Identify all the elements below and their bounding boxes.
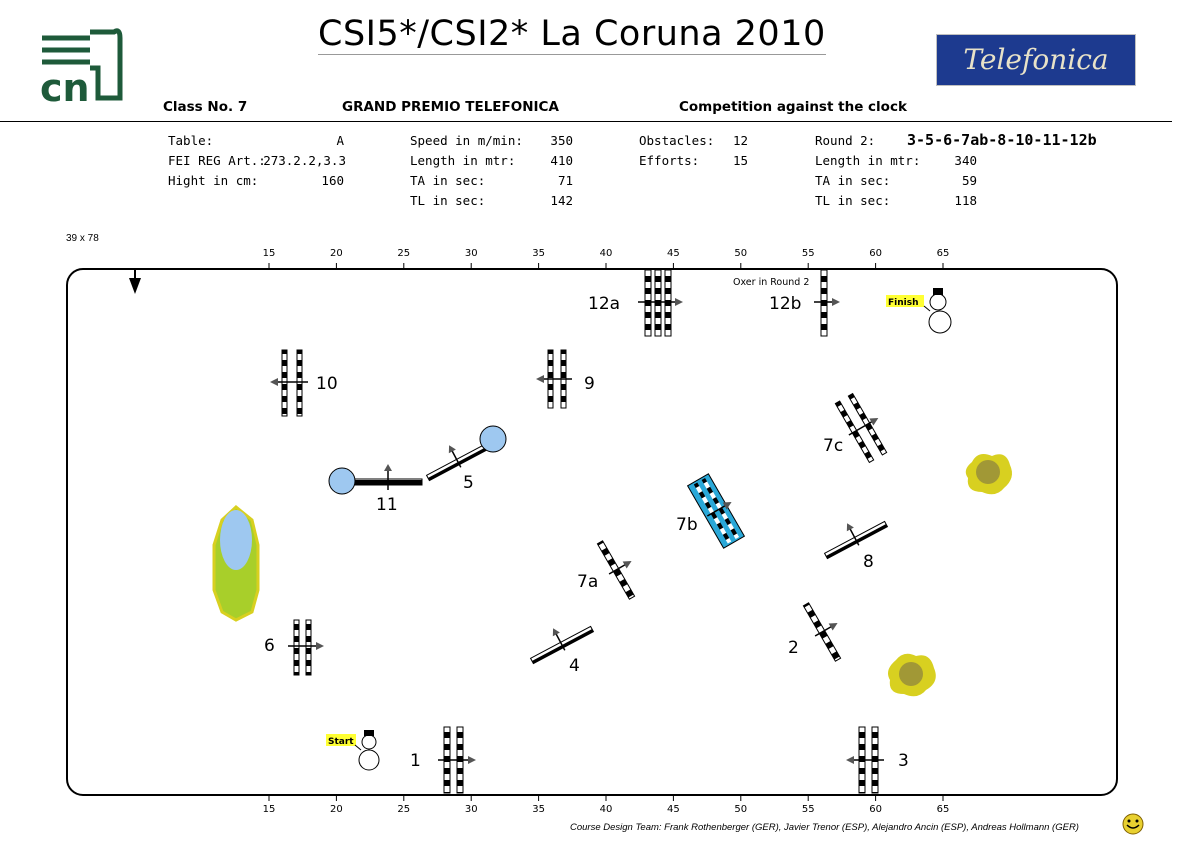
start-marker bbox=[326, 730, 379, 770]
finish-label: Finish bbox=[888, 298, 919, 308]
scale-bottom-tick-label: 30 bbox=[464, 804, 478, 815]
ta-value: 71 bbox=[557, 173, 573, 188]
obstacle-7a-label: 7a bbox=[577, 572, 599, 592]
height-value: 160 bbox=[321, 173, 344, 188]
scale-bottom-tick-label: 25 bbox=[397, 804, 411, 815]
obstacle-7b bbox=[688, 471, 750, 548]
scale-top-tick-label: 60 bbox=[869, 248, 882, 259]
obstacle-12b-label: 12b bbox=[769, 294, 802, 314]
table-value: A bbox=[336, 133, 344, 148]
course-design-credits: Course Design Team: Frank Rothenberger (GER), Javier Trenor (ESP), Alejandro Ancin (ESP), Andreas Hollmann (GER) bbox=[570, 822, 1079, 833]
obstacle-2-label: 2 bbox=[788, 638, 799, 658]
water-ball-right bbox=[480, 426, 506, 452]
finish-marker bbox=[886, 288, 951, 333]
obstacles-label: Obstacles: bbox=[639, 133, 715, 148]
obstacle-6-label: 6 bbox=[264, 636, 275, 656]
obstacle-4 bbox=[523, 612, 595, 666]
scale-bottom-tick-label: 15 bbox=[262, 804, 276, 815]
scale-bottom-tick-label: 45 bbox=[667, 804, 680, 815]
table-label: Table: bbox=[168, 133, 214, 148]
obstacle-11 bbox=[354, 464, 422, 490]
r2-tl-value: 118 bbox=[954, 193, 977, 208]
scale-top-tick-label: 45 bbox=[667, 248, 680, 259]
obstacle-10-label: 10 bbox=[316, 374, 338, 394]
scale-bottom-tick-label: 35 bbox=[532, 804, 545, 815]
r2-tl-label: TL in sec: bbox=[815, 193, 891, 208]
arena-size: 39 x 78 bbox=[66, 233, 99, 244]
r2-length-label: Length in mtr: bbox=[815, 153, 921, 168]
efforts-value: 15 bbox=[732, 153, 748, 168]
obstacle-9-label: 9 bbox=[584, 374, 595, 394]
round2-sequence: 3-5-6-7ab-8-10-11-12b bbox=[907, 131, 1097, 149]
scale-bottom-tick-label: 20 bbox=[330, 804, 343, 815]
fei-label: FEI REG Art.: bbox=[168, 153, 266, 168]
class-name: GRAND PREMIO TELEFONICA bbox=[342, 99, 559, 115]
scale-top-tick-label: 15 bbox=[262, 248, 276, 259]
obstacle-3 bbox=[846, 727, 884, 793]
obstacle-8 bbox=[817, 507, 889, 561]
scale-top-tick-label: 65 bbox=[936, 248, 950, 259]
scale-bottom bbox=[263, 795, 950, 815]
speed-label: Speed in m/min: bbox=[410, 133, 523, 148]
scale-bottom-tick-label: 65 bbox=[936, 804, 950, 815]
bush-decoration bbox=[966, 454, 1012, 494]
scale-bottom-tick-label: 50 bbox=[734, 804, 748, 815]
fei-value: 273.2.2,3.3 bbox=[263, 153, 346, 168]
start-label: Start bbox=[328, 737, 354, 747]
scale-bottom-tick-label: 55 bbox=[801, 804, 815, 815]
obstacle-4-label: 4 bbox=[569, 656, 580, 676]
r2-ta-label: TA in sec: bbox=[815, 173, 891, 188]
obstacle-2 bbox=[799, 595, 854, 663]
obstacle-11-label: 11 bbox=[376, 495, 398, 515]
scale-top-tick-label: 20 bbox=[330, 248, 343, 259]
obstacle-1-label: 1 bbox=[410, 751, 421, 771]
scale-top-tick-label: 40 bbox=[599, 248, 613, 259]
tl-label: TL in sec: bbox=[410, 193, 486, 208]
scale-top-tick-label: 55 bbox=[801, 248, 815, 259]
height-label: Hight in cm: bbox=[168, 173, 259, 188]
scale-top bbox=[263, 248, 950, 269]
obstacle-7b-label: 7b bbox=[676, 515, 698, 535]
competition-type: Competition against the clock bbox=[679, 99, 907, 115]
water-pond bbox=[214, 507, 258, 620]
sponsor-name: Telefonica bbox=[963, 43, 1109, 76]
oxer-note: Oxer in Round 2 bbox=[733, 277, 810, 288]
obstacle-12a bbox=[638, 270, 683, 336]
scale-bottom-tick-label: 60 bbox=[869, 804, 882, 815]
efforts-label: Efforts: bbox=[639, 153, 700, 168]
page-title: CSI5*/CSI2* La Coruna 2010 bbox=[318, 14, 826, 54]
round2-label: Round 2: bbox=[815, 133, 876, 148]
scale-bottom-tick-label: 40 bbox=[599, 804, 613, 815]
obstacles-value: 12 bbox=[732, 133, 748, 148]
water-ball-left bbox=[329, 468, 355, 494]
obstacle-3-label: 3 bbox=[898, 751, 909, 771]
bush-decoration bbox=[888, 654, 936, 697]
scale-top-tick-label: 35 bbox=[532, 248, 545, 259]
length-value: 410 bbox=[550, 153, 573, 168]
length-label: Length in mtr: bbox=[410, 153, 516, 168]
smiley-icon bbox=[1121, 812, 1145, 836]
class-number: Class No. 7 bbox=[163, 99, 248, 115]
tl-value: 142 bbox=[550, 193, 573, 208]
r2-ta-value: 59 bbox=[961, 173, 977, 188]
obstacle-7a bbox=[593, 533, 648, 601]
obstacle-7c-label: 7c bbox=[823, 436, 844, 456]
speed-value: 350 bbox=[550, 133, 573, 148]
obstacle-6 bbox=[288, 620, 324, 675]
obstacle-8-label: 8 bbox=[863, 552, 874, 572]
scale-top-tick-label: 25 bbox=[397, 248, 411, 259]
obstacle-12a-label: 12a bbox=[588, 294, 621, 314]
entry-arrow-icon bbox=[129, 270, 141, 294]
scale-top-tick-label: 50 bbox=[734, 248, 748, 259]
r2-length-value: 340 bbox=[954, 153, 977, 168]
scale-top-tick-label: 30 bbox=[464, 248, 478, 259]
obstacle-1 bbox=[438, 727, 476, 793]
obstacle-12b bbox=[814, 270, 840, 336]
obstacle-9 bbox=[536, 350, 572, 408]
ta-label: TA in sec: bbox=[410, 173, 486, 188]
obstacle-5-label: 5 bbox=[463, 473, 474, 493]
logo-text: cn bbox=[40, 66, 90, 106]
obstacle-10 bbox=[270, 350, 308, 416]
